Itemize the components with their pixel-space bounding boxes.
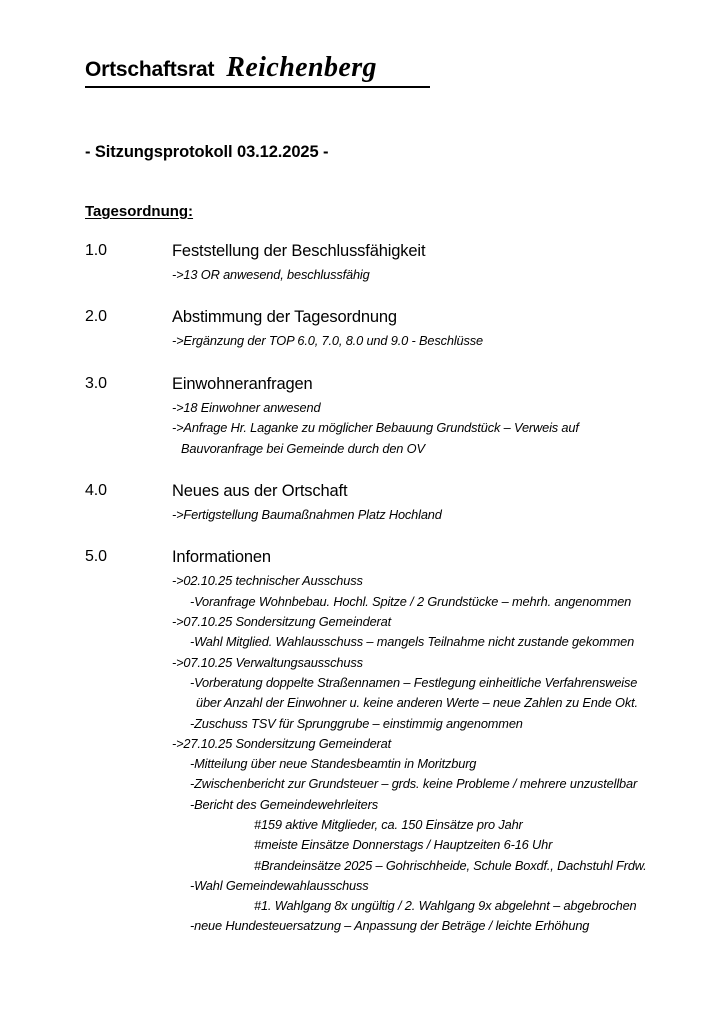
agenda-item-number: 5.0	[85, 548, 107, 566]
agenda-note-line: -Bericht des Gemeindewehrleiters	[190, 796, 378, 812]
agenda-item	[0, 240, 724, 285]
agenda-note-line: ->07.10.25 Verwaltungsausschuss	[172, 654, 363, 670]
agenda-note-line: #meiste Einsätze Donnerstags / Hauptzeiten 6-16 Uhr	[254, 837, 553, 853]
agenda-item-notes	[0, 571, 724, 936]
agenda-note-line: -Wahl Gemeindewahlausschuss	[190, 877, 369, 893]
agenda-item	[0, 546, 724, 936]
agenda-item	[0, 373, 724, 459]
agenda-note-line: -Voranfrage Wohnbebau. Hochl. Spitze / 2 Grundstücke – mehrh. angenommen	[190, 593, 632, 609]
masthead-place-name: Reichenberg	[226, 52, 377, 83]
agenda-note-line: #Brandeinsätze 2025 – Gohrischheide, Schule Boxdf., Dachstuhl Frdw.	[254, 857, 647, 873]
agenda-note-line: ->13 OR anwesend, beschlussfähig	[172, 267, 370, 282]
agenda-item-number: 3.0	[85, 374, 107, 392]
agenda-note-line: #159 aktive Mitglieder, ca. 150 Einsätze pro Jahr	[254, 817, 523, 832]
agenda-note-line: über Anzahl der Einwohner u. keine anderen Werte – neue Zahlen zu Ende Okt.	[196, 695, 638, 711]
agenda-item-head	[0, 373, 724, 397]
agenda-note-line: #1. Wahlgang 8x ungültig / 2. Wahlgang 9x abgelehnt – abgebrochen	[254, 898, 637, 914]
agenda-note-line: ->Anfrage Hr. Laganke zu möglicher Bebauung Grundstück – Verweis auf	[172, 420, 579, 436]
agenda-note-line: ->Ergänzung der TOP 6.0, 7.0, 8.0 und 9.0 - Beschlüsse	[172, 333, 483, 349]
agenda-item-number: 1.0	[85, 242, 107, 259]
document-subtitle: - Sitzungsprotokoll 03.12.2025 -	[85, 143, 329, 161]
agenda-note-line: ->18 Einwohner anwesend	[172, 399, 321, 415]
agenda-item-title: Abstimmung der Tagesordnung	[172, 308, 397, 327]
agenda-note-line: ->02.10.25 technischer Ausschuss	[172, 573, 363, 589]
agenda-item-notes	[0, 331, 724, 351]
agenda-note-line: -neue Hundesteuersatzung – Anpassung der Beträge / leichte Erhöhung	[190, 918, 590, 934]
agenda-item-notes	[0, 505, 724, 525]
document-masthead	[85, 52, 430, 88]
agenda-note-line: ->27.10.25 Sondersitzung Gemeinderat	[172, 735, 392, 751]
masthead-organization: Ortschaftsrat	[85, 58, 215, 81]
agenda-item-head	[0, 240, 724, 264]
agenda-item-title: Feststellung der Beschlussfähigkeit	[172, 242, 426, 260]
agenda-note-line: -Wahl Mitglied. Wahlausschuss – mangels Teilnahme nicht zustande gekommen	[190, 634, 635, 650]
agenda-note-line: -Mitteilung über neue Standesbeamtin in Moritzburg	[190, 756, 477, 772]
agenda-note-line: -Zwischenbericht zur Grundsteuer – grds. keine Probleme / mehrere unzustellbar	[190, 776, 638, 792]
agenda-note-line: -Zuschuss TSV für Sprunggrube – einstimmig angenommen	[190, 715, 523, 731]
agenda-note-line: ->Fertigstellung Baumaßnahmen Platz Hochland	[172, 507, 442, 523]
agenda-item-title: Einwohneranfragen	[172, 374, 313, 393]
agenda-heading: Tagesordnung:	[85, 203, 194, 220]
agenda-item-head	[0, 306, 724, 330]
agenda-item	[0, 480, 724, 525]
agenda-item-head	[0, 480, 724, 504]
agenda-item-number: 4.0	[85, 482, 107, 500]
agenda-item-title: Informationen	[172, 548, 271, 567]
agenda-item	[0, 306, 724, 351]
agenda-list	[0, 240, 724, 958]
agenda-note-line: -Vorberatung doppelte Straßennamen – Festlegung einheitliche Verfahrensweise	[190, 674, 638, 690]
agenda-note-line: ->07.10.25 Sondersitzung Gemeinderat	[172, 614, 392, 630]
agenda-note-line: Bauvoranfrage bei Gemeinde durch den OV	[181, 440, 425, 456]
agenda-item-notes	[0, 398, 724, 459]
agenda-item-notes	[0, 265, 724, 285]
agenda-item-head	[0, 546, 724, 570]
agenda-item-number: 2.0	[85, 308, 107, 326]
agenda-item-title: Neues aus der Ortschaft	[172, 482, 348, 501]
